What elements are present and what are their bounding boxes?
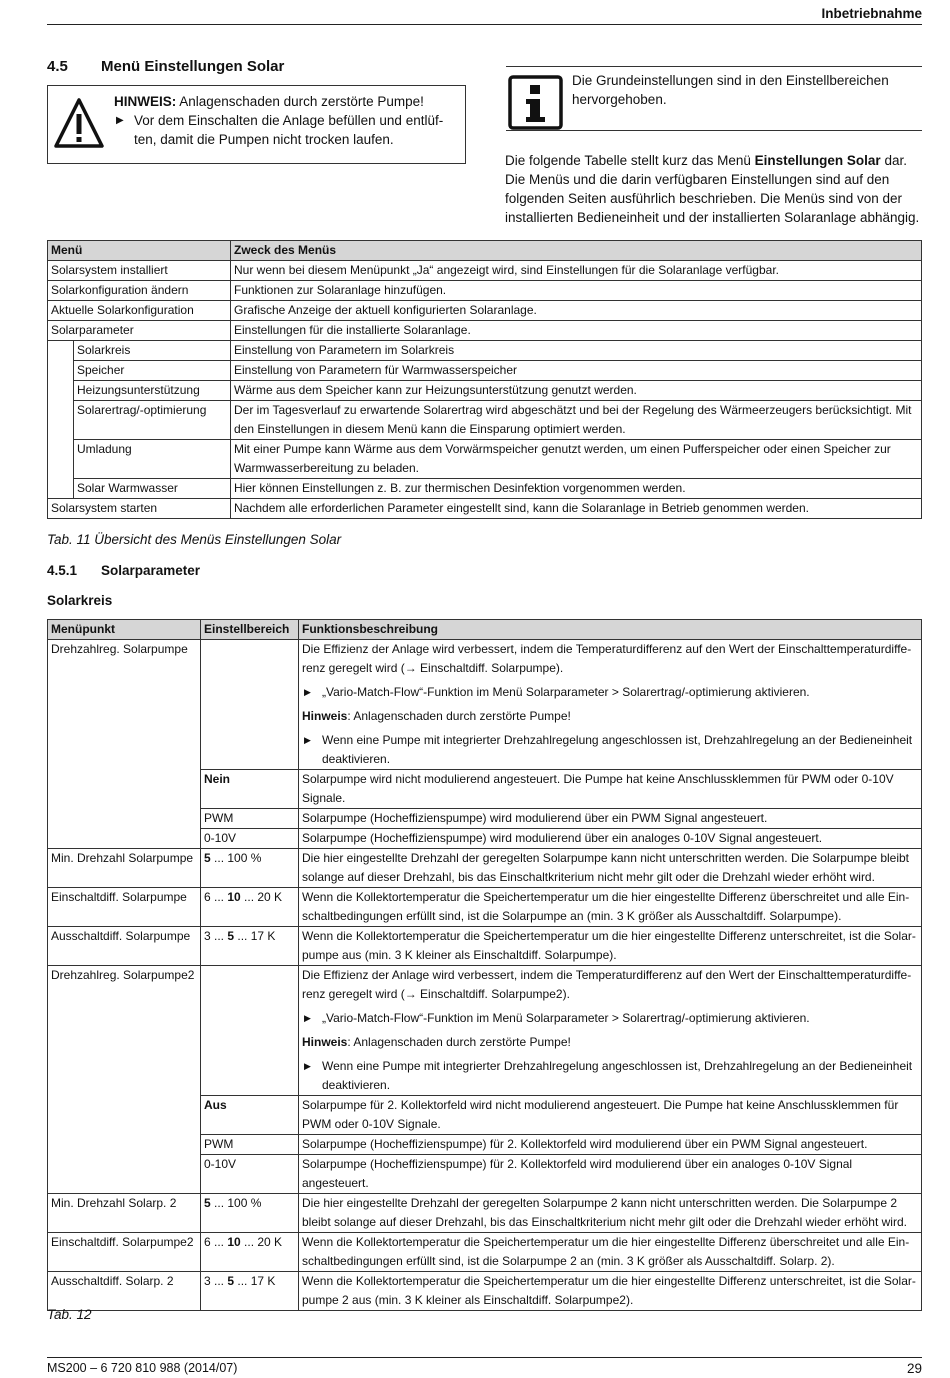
range-cell bbox=[201, 1194, 299, 1233]
footer-rule bbox=[47, 1357, 922, 1358]
range-cell bbox=[201, 927, 299, 966]
purpose-cell: Mit einer Pumpe kann Wärme aus dem Vorwärmspeicher genutzt werden, um einen Pufferspeicher oder einen Speicher zur Warmwasserbereitung zu beladen. bbox=[231, 440, 922, 479]
range-rest: ... 100 % bbox=[210, 851, 262, 865]
table-row bbox=[48, 1272, 922, 1311]
description-cell: Solarpumpe wird nicht modulierend angesteuert. Die Pumpe hat keine Anschlussklemmen für PWM oder 0-10V Signale. bbox=[299, 770, 922, 809]
range-default: 10 bbox=[227, 1235, 241, 1249]
menu-cell: Speicher bbox=[74, 361, 231, 381]
indent-cell bbox=[48, 440, 74, 479]
subsection-number: 4.5.1 bbox=[47, 563, 78, 578]
menu-item-cell bbox=[48, 1096, 201, 1135]
intro-paragraph bbox=[505, 151, 922, 227]
table-row bbox=[48, 1194, 922, 1233]
table-row bbox=[48, 479, 922, 499]
table-row bbox=[48, 809, 922, 829]
menu-cell: Heizungsunterstützung bbox=[74, 381, 231, 401]
range-min: 3 ... bbox=[204, 929, 228, 943]
menu-cell: Solarsystem starten bbox=[48, 499, 231, 519]
purpose-cell: Grafische Anzeige der aktuell konfigurierten Solaranlage. bbox=[231, 301, 922, 321]
section-number: 4.5 bbox=[47, 58, 68, 75]
bullet-arrow-icon: ▶ bbox=[304, 735, 311, 745]
menu-cell: Solarkreis bbox=[74, 341, 231, 361]
range-cell: 0-10V bbox=[201, 1155, 299, 1194]
col-header-menu: Menü bbox=[48, 241, 231, 261]
intro-bold: Einstellungen Solar bbox=[754, 153, 881, 168]
range-rest: ... 100 % bbox=[210, 1196, 262, 1210]
range-default: 5 bbox=[204, 851, 211, 865]
warning-triangle-icon bbox=[53, 96, 105, 152]
bullet-text: Wenn eine Pumpe mit integrierter Drehzahlregelung angeschlossen ist, Drehzahlregelung an der Bedieneinheit deaktivieren. bbox=[322, 1059, 913, 1092]
header-rule bbox=[47, 24, 922, 25]
range-default: 5 bbox=[204, 1196, 211, 1210]
table-row bbox=[48, 1096, 922, 1135]
col-header-funktionsbeschreibung: Funktionsbeschreibung bbox=[299, 620, 922, 640]
table-row bbox=[48, 1135, 922, 1155]
menu-cell: Solarparameter bbox=[48, 321, 231, 341]
bullet-text: Wenn eine Pumpe mit integrierter Drehzahlregelung angeschlossen ist, Drehzahlregelung an der Bedieneinheit deaktivieren. bbox=[322, 733, 913, 766]
description-cell bbox=[299, 640, 922, 770]
table-header-row bbox=[48, 241, 922, 261]
table-row bbox=[48, 1155, 922, 1194]
description-cell bbox=[299, 966, 922, 1096]
menu-item-cell: Einschaltdiff. Solarpumpe bbox=[48, 888, 201, 927]
notice-bullet: Vor dem Einschalten die Anlage befüllen und entlüften, damit die Pumpen nicht trocken laufen. bbox=[134, 113, 444, 147]
bullet-arrow-icon: ▶ bbox=[116, 115, 124, 126]
menu-item-cell: Ausschaltdiff. Solarp. 2 bbox=[48, 1272, 201, 1311]
purpose-cell: Nur wenn bei diesem Menüpunkt „Ja“ angezeigt wird, sind Einstellungen für die Solaranlage verfügbar. bbox=[231, 261, 922, 281]
table-row bbox=[48, 1233, 922, 1272]
range-default: 5 bbox=[227, 929, 235, 943]
range-cell bbox=[201, 1233, 299, 1272]
range-cell bbox=[201, 640, 299, 770]
table-row bbox=[48, 401, 922, 440]
purpose-cell: Wärme aus dem Speicher kann zur Heizungsunterstützung genutzt werden. bbox=[231, 381, 922, 401]
table-row bbox=[48, 927, 922, 966]
table-row bbox=[48, 829, 922, 849]
notice-label: HINWEIS: bbox=[114, 94, 177, 109]
table-caption: Tab. 12 bbox=[47, 1307, 92, 1322]
bullet-arrow-icon: ▶ bbox=[304, 1013, 311, 1023]
range-default: 5 bbox=[227, 1274, 235, 1288]
notice-text: Anlagenschaden durch zerstörte Pumpe! bbox=[176, 94, 424, 109]
description-cell: Wenn die Kollektortemperatur die Speichertemperatur um die hier eingestellte Differenz überschreitet und alle Einschaltbedingungen erfüllt sind, ist die Solarpumpe 2 an (min. 3 K größer als Ausschaltdiff. Solarp. 2). bbox=[299, 1233, 922, 1272]
col-header-purpose: Zweck des Menüs bbox=[231, 241, 922, 261]
table-row bbox=[48, 888, 922, 927]
table-row bbox=[48, 341, 922, 361]
bullet-text: „Vario-Match-Flow“-Funktion im Menü Solarparameter > Solarertrag/-optimierung aktivieren. bbox=[322, 685, 810, 699]
hint-text: : Anlagenschaden durch zerstörte Pumpe! bbox=[347, 1035, 571, 1049]
purpose-cell: Hier können Einstellungen z. B. zur thermischen Desinfektion vorgenommen werden. bbox=[231, 479, 922, 499]
purpose-cell: Einstellungen für die installierte Solaranlage. bbox=[231, 321, 922, 341]
intro-post: dar. Die Menüs und die darin verfügbaren Einstellungen sind auf den folgenden Seiten ausführlich beschrieben. Die Menüs sind von der installierten Bedieneinheit und der installierten Solaranlage abhängig. bbox=[505, 153, 920, 225]
range-default: 10 bbox=[227, 890, 241, 904]
table-row bbox=[48, 966, 922, 1096]
menu-item-cell: Drehzahlreg. Solarpumpe2 bbox=[48, 966, 201, 1096]
description-cell: Solarpumpe (Hocheffizienspumpe) für 2. Kollektorfeld wird modulierend über ein PWM Signal angesteuert. bbox=[299, 1135, 922, 1155]
range-rest: ... 20 K bbox=[240, 890, 283, 904]
menu-item-cell: Drehzahlreg. Solarpumpe bbox=[48, 640, 201, 770]
description-cell: Solarpumpe für 2. Kollektorfeld wird nicht modulierend angesteuert. Die Pumpe hat keine Anschlussklemmen für PWM oder 0-10V Signale. bbox=[299, 1096, 922, 1135]
running-header: Inbetriebnahme bbox=[821, 6, 922, 21]
range-cell bbox=[201, 888, 299, 927]
indent-cell bbox=[48, 479, 74, 499]
info-note bbox=[506, 66, 922, 131]
section-title: Menü Einstellungen Solar bbox=[101, 58, 285, 75]
indent-cell bbox=[48, 341, 74, 361]
table-row bbox=[48, 770, 922, 809]
hint-text: : Anlagenschaden durch zerstörte Pumpe! bbox=[347, 709, 571, 723]
description-cell: Wenn die Kollektortemperatur die Speichertemperatur um die hier eingestellte Differenz unterschreitet, ist die Solarpumpe 2 aus (min. 3 K kleiner als Einschaltdiff. Solarpumpe2). bbox=[299, 1272, 922, 1311]
table-caption: Tab. 11 Übersicht des Menüs Einstellungen Solar bbox=[47, 532, 342, 547]
description-cell: Wenn die Kollektortemperatur die Speichertemperatur um die hier eingestellte Differenz überschreitet und alle Einschaltbedingungen erfüllt sind, ist die Solarpumpe an (min. 3 K größer als Ausschaltdiff. Solarpumpe). bbox=[299, 888, 922, 927]
range-rest: ... 17 K bbox=[234, 929, 276, 943]
info-icon bbox=[508, 75, 563, 130]
table-row bbox=[48, 640, 922, 770]
menu-item-cell: Min. Drehzahl Solarpumpe bbox=[48, 849, 201, 888]
range-cell bbox=[201, 1272, 299, 1311]
range-cell: PWM bbox=[201, 809, 299, 829]
range-cell: PWM bbox=[201, 1135, 299, 1155]
page-number: 29 bbox=[906, 1361, 922, 1376]
menu-cell: Umladung bbox=[74, 440, 231, 479]
menu-item-cell: Einschaltdiff. Solarpumpe2 bbox=[48, 1233, 201, 1272]
solarkreis-table bbox=[47, 619, 922, 1311]
range-cell: Aus bbox=[201, 1096, 299, 1135]
menu-item-cell bbox=[48, 1155, 201, 1194]
menu-item-cell bbox=[48, 770, 201, 809]
pump-description: Die Effizienz der Anlage wird verbessert, indem die Temperaturdifferenz auf den Wert der Einschalttemperaturdifferenz geregelt wird (→ Einschaltdiff. Solarpumpe). bbox=[302, 642, 912, 675]
paragraph-heading: Solarkreis bbox=[47, 593, 113, 608]
menu-cell: Solarkonfiguration ändern bbox=[48, 281, 231, 301]
indent-cell bbox=[48, 381, 74, 401]
table-row bbox=[48, 849, 922, 888]
range-rest: ... 17 K bbox=[234, 1274, 276, 1288]
range-rest: ... 20 K bbox=[240, 1235, 283, 1249]
table-row bbox=[48, 499, 922, 519]
menu-cell: Solar Warmwasser bbox=[74, 479, 231, 499]
document-number: MS200 – 6 720 810 988 (2014/07) bbox=[47, 1361, 238, 1375]
indent-cell bbox=[48, 361, 74, 381]
table-row bbox=[48, 361, 922, 381]
bullet-arrow-icon: ▶ bbox=[304, 1061, 311, 1071]
purpose-cell: Nachdem alle erforderlichen Parameter eingestellt sind, kann die Solaranlage in Betrieb genommen werden. bbox=[231, 499, 922, 519]
range-min: 6 ... bbox=[204, 890, 228, 904]
range-min: 3 ... bbox=[204, 1274, 228, 1288]
menu-item-cell: Min. Drehzahl Solarp. 2 bbox=[48, 1194, 201, 1233]
col-header-menupunkt: Menüpunkt bbox=[48, 620, 201, 640]
menu-item-cell bbox=[48, 1135, 201, 1155]
col-header-einstellbereich: Einstellbereich bbox=[201, 620, 299, 640]
range-cell: Nein bbox=[201, 770, 299, 809]
bullet-text: „Vario-Match-Flow“-Funktion im Menü Solarparameter > Solarertrag/-optimierung aktivieren. bbox=[322, 1011, 810, 1025]
menu-cell: Solarsystem installiert bbox=[48, 261, 231, 281]
intro-pre: Die folgende Tabelle stellt kurz das Menü bbox=[505, 153, 755, 168]
table-row bbox=[48, 301, 922, 321]
table-row bbox=[48, 281, 922, 301]
info-text: Die Grundeinstellungen sind in den Einstellbereichen hervorgehoben. bbox=[572, 73, 889, 107]
description-cell: Solarpumpe (Hocheffizienspumpe) wird modulierend über ein analoges 0-10V Signal angesteuert. bbox=[299, 829, 922, 849]
purpose-cell: Einstellung von Parametern für Warmwasserspeicher bbox=[231, 361, 922, 381]
hint-label: Hinweis bbox=[302, 1035, 348, 1049]
warning-notice bbox=[47, 85, 466, 164]
menu-item-cell bbox=[48, 829, 201, 849]
range-min: 6 ... bbox=[204, 1235, 228, 1249]
description-cell: Solarpumpe (Hocheffizienspumpe) für 2. Kollektorfeld wird modulierend über ein analoges 0-10V Signal angesteuert. bbox=[299, 1155, 922, 1194]
description-cell: Die hier eingestellte Drehzahl der geregelten Solarpumpe kann nicht unterschritten werden. Die Solarpumpe bleibt solange auf dieser Drehzahl, bis das Einschaltkriterium nicht mehr gilt oder die Drehzahl wieder erhöht wird. bbox=[299, 849, 922, 888]
table-row bbox=[48, 381, 922, 401]
menu-item-cell bbox=[48, 809, 201, 829]
purpose-cell: Funktionen zur Solaranlage hinzufügen. bbox=[231, 281, 922, 301]
description-cell: Die hier eingestellte Drehzahl der geregelten Solarpumpe 2 kann nicht unterschritten werden. Die Solarpumpe 2 bleibt solange auf dieser Drehzahl, bis das Einschaltkriterium nicht mehr gilt oder die Drehzahl wieder erhöht wird. bbox=[299, 1194, 922, 1233]
menu-cell: Solarertrag/-optimierung bbox=[74, 401, 231, 440]
table-header-row bbox=[48, 620, 922, 640]
hint-label: Hinweis bbox=[302, 709, 348, 723]
range-cell: 0-10V bbox=[201, 829, 299, 849]
table-row bbox=[48, 261, 922, 281]
description-cell: Wenn die Kollektortemperatur die Speichertemperatur um die hier eingestellte Differenz unterschreitet, ist die Solarpumpe aus (min. 3 K kleiner als Einschaltdiff. Solarpumpe). bbox=[299, 927, 922, 966]
range-cell bbox=[201, 966, 299, 1096]
menu-overview-table bbox=[47, 240, 922, 519]
indent-cell bbox=[48, 401, 74, 440]
purpose-cell: Einstellung von Parametern im Solarkreis bbox=[231, 341, 922, 361]
pump-description: Die Effizienz der Anlage wird verbessert, indem die Temperaturdifferenz auf den Wert der Einschalttemperaturdifferenz geregelt wird (→ Einschaltdiff. Solarpumpe2). bbox=[302, 968, 912, 1001]
menu-item-cell: Ausschaltdiff. Solarpumpe bbox=[48, 927, 201, 966]
table-row bbox=[48, 321, 922, 341]
range-cell bbox=[201, 849, 299, 888]
table-row bbox=[48, 440, 922, 479]
bullet-arrow-icon: ▶ bbox=[304, 687, 311, 697]
description-cell: Solarpumpe (Hocheffizienspumpe) wird modulierend über ein PWM Signal angesteuert. bbox=[299, 809, 922, 829]
purpose-cell: Der im Tagesverlauf zu erwartende Solarertrag wird abgeschätzt und bei der Regelung des Wärmeerzeugers berücksichtigt. Mit den Einstellungen in diesem Menü kann die Einsparung optimiert werden. bbox=[231, 401, 922, 440]
subsection-title: Solarparameter bbox=[101, 563, 201, 578]
menu-cell: Aktuelle Solarkonfiguration bbox=[48, 301, 231, 321]
